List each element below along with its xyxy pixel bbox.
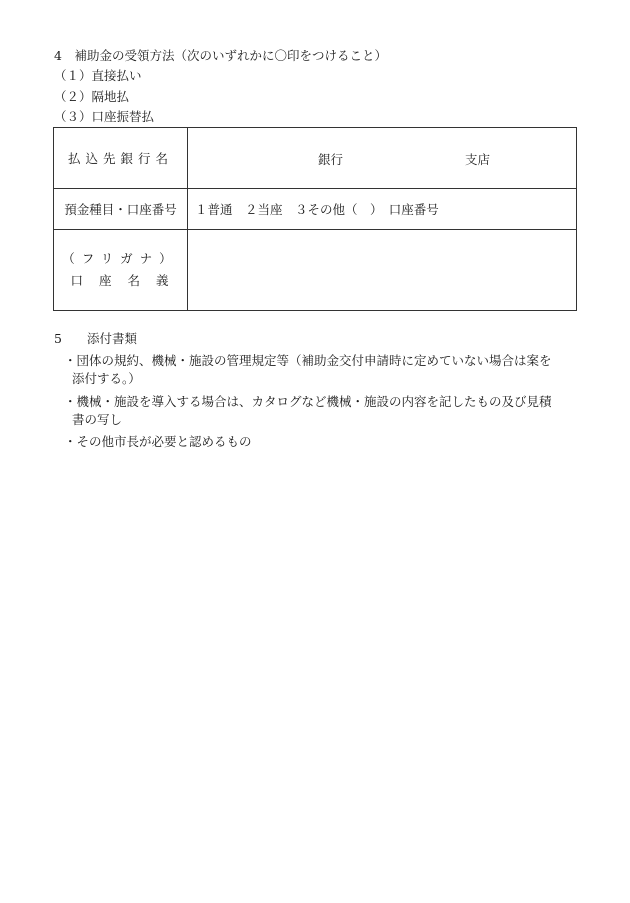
account-holder-field[interactable] [188, 230, 577, 311]
attachment-item [64, 393, 594, 429]
attachment-item-line: ・その他市長が必要と認めるもの [64, 434, 252, 449]
option-remote-payment: （２）隔地払 [54, 89, 130, 104]
attachment-item-line: 添付する。） [72, 371, 141, 386]
attachment-item [64, 433, 594, 451]
bank-name-field[interactable] [188, 128, 577, 189]
bank-suffix: 銀行 [318, 152, 344, 167]
branch-suffix: 支店 [465, 152, 491, 167]
furigana-label: （フリガナ） [62, 251, 179, 266]
account-type-label: 預金種目・口座番号 [54, 189, 188, 230]
section-4-heading: 4 補助金の受領方法（次のいずれかに〇印をつけること） [54, 48, 387, 63]
attachment-item [64, 352, 594, 388]
account-holder-row [54, 230, 577, 311]
attachment-item-line: ・団体の規約、機械・施設の管理規定等（補助金交付申請時に定めていない場合は案を [64, 353, 552, 368]
bank-name-row [54, 128, 577, 189]
account-holder-label-cell [54, 230, 188, 311]
account-holder-label: 口座名義 [70, 273, 185, 288]
section-5-heading: 5 添付書類 [54, 331, 137, 346]
bank-name-label: 払込先銀行名 [54, 128, 188, 189]
attachment-item-line: 書の写し [72, 412, 123, 427]
attachment-item-line: ・機械・施設を導入する場合は、カタログなど機械・施設の内容を記したもの及び見積 [64, 394, 552, 409]
option-account-transfer: （３）口座振替払 [54, 109, 155, 124]
option-direct-payment: （１）直接払い [54, 68, 142, 83]
bank-account-table [53, 127, 577, 311]
account-type-field[interactable]: １普通 ２当座 ３その他（ ） 口座番号 [188, 189, 577, 230]
account-type-row [54, 189, 577, 230]
